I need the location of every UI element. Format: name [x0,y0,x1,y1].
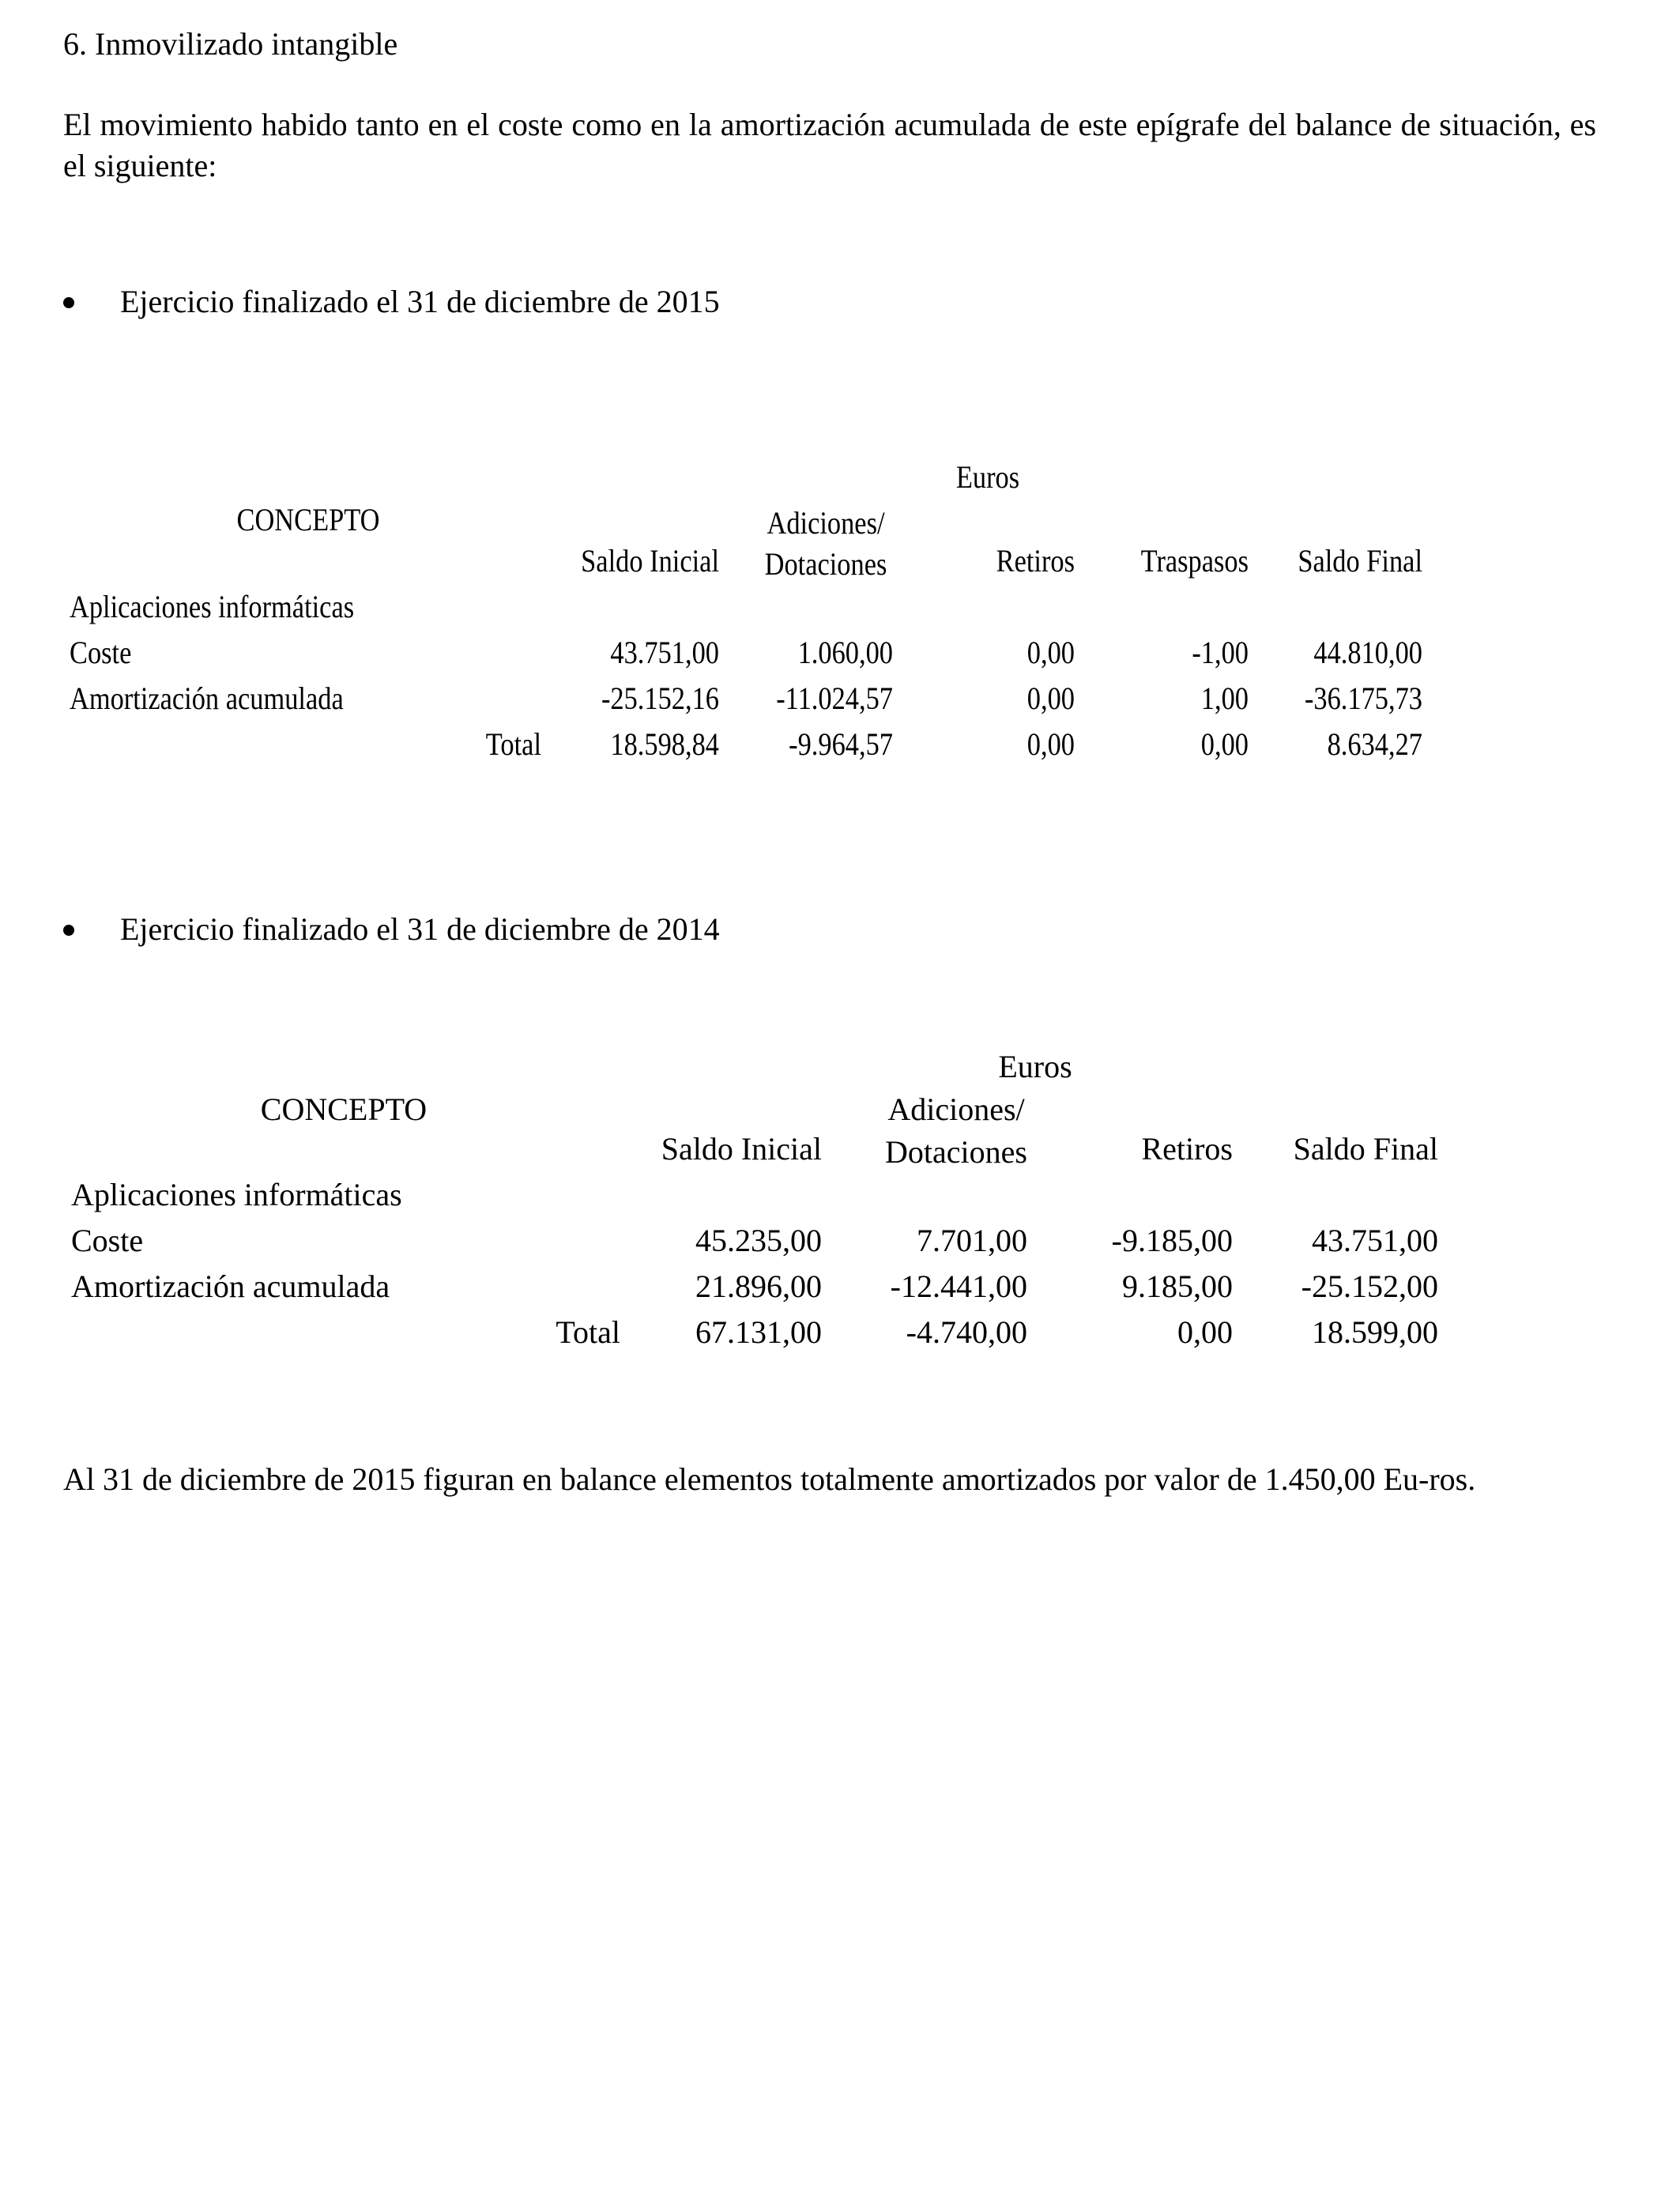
section-heading: 6. Inmovilizado intangible [63,26,398,62]
cell-adiciones: -11.024,57 [776,680,893,716]
euros-label: Euros [955,459,1020,495]
cell-retiros: 0,00 [1026,680,1075,716]
cell-traspasos: -1,00 [1192,635,1249,670]
cell-retiros: 0,00 [1026,726,1075,762]
header-dotaciones: Dotaciones [885,1134,1027,1170]
cell-retiros: 0,00 [1177,1314,1233,1350]
cell-saldo-final: 44.810,00 [1313,635,1422,670]
bullet-icon [63,297,74,308]
cell-saldo-inicial: -25.152,16 [601,680,719,716]
cell-traspasos: 1,00 [1200,680,1249,716]
concepto-label: CONCEPTO [260,1091,428,1127]
bullet-icon [63,925,74,936]
cell-adiciones: 1.060,00 [797,635,893,670]
header-saldo-final: Saldo Final [1298,543,1422,579]
cell-saldo-final: 18.599,00 [1312,1314,1438,1350]
header-dotaciones: Dotaciones [764,546,887,582]
concepto-label: CONCEPTO [236,502,380,537]
group-label: Aplicaciones informáticas [71,1177,402,1212]
header-saldo-final: Saldo Final [1293,1131,1438,1167]
row-label: Amortización acumulada [71,1269,390,1304]
cell-adiciones: -9.964,57 [789,726,893,762]
header-adiciones: Adiciones/ [887,1091,1025,1127]
total-label: Total [556,1314,620,1350]
closing-paragraph: Al 31 de diciembre de 2015 figuran en balance elementos totalmente amortizados por valor de 1.450,00 Eu-ros. [63,1461,1476,1497]
row-label: Amortización acumulada [70,680,344,716]
cell-adiciones: -12.441,00 [890,1269,1027,1304]
header-saldo-inicial: Saldo Inicial [581,543,719,579]
cell-saldo-inicial: 67.131,00 [695,1314,822,1350]
cell-adiciones: -4.740,00 [906,1314,1027,1350]
header-retiros: Retiros [1141,1131,1233,1167]
cell-saldo-inicial: 18.598,84 [610,726,719,762]
cell-retiros: 9.185,00 [1122,1269,1233,1304]
intro-paragraph: El movimiento habido tanto en el coste como en la amortización acumulada de este epígrafe del balance de situación, es el siguiente: [63,107,1596,183]
section-2014-title: Ejercicio finalizado el 31 de diciembre de 2014 [120,911,720,947]
header-traspasos: Traspasos [1140,543,1249,579]
euros-label: Euros [998,1049,1072,1084]
total-label: Total [485,726,541,762]
cell-traspasos: 0,00 [1200,726,1249,762]
header-adiciones: Adiciones/ [767,505,885,541]
cell-saldo-final: -36.175,73 [1304,680,1422,716]
cell-saldo-final: 8.634,27 [1327,726,1422,762]
cell-saldo-inicial: 21.896,00 [695,1269,822,1304]
row-label: Coste [70,635,132,670]
cell-saldo-inicial: 45.235,00 [695,1223,822,1258]
cell-saldo-inicial: 43.751,00 [610,635,719,670]
cell-retiros: 0,00 [1026,635,1075,670]
group-label: Aplicaciones informáticas [70,589,355,624]
header-retiros: Retiros [996,543,1075,579]
cell-saldo-final: -25.152,00 [1301,1269,1438,1304]
cell-retiros: -9.185,00 [1111,1223,1233,1258]
cell-adiciones: 7.701,00 [917,1223,1027,1258]
cell-saldo-final: 43.751,00 [1312,1223,1438,1258]
section-2015-title: Ejercicio finalizado el 31 de diciembre de 2015 [120,284,720,319]
header-saldo-inicial: Saldo Inicial [661,1131,822,1167]
row-label: Coste [71,1223,144,1258]
